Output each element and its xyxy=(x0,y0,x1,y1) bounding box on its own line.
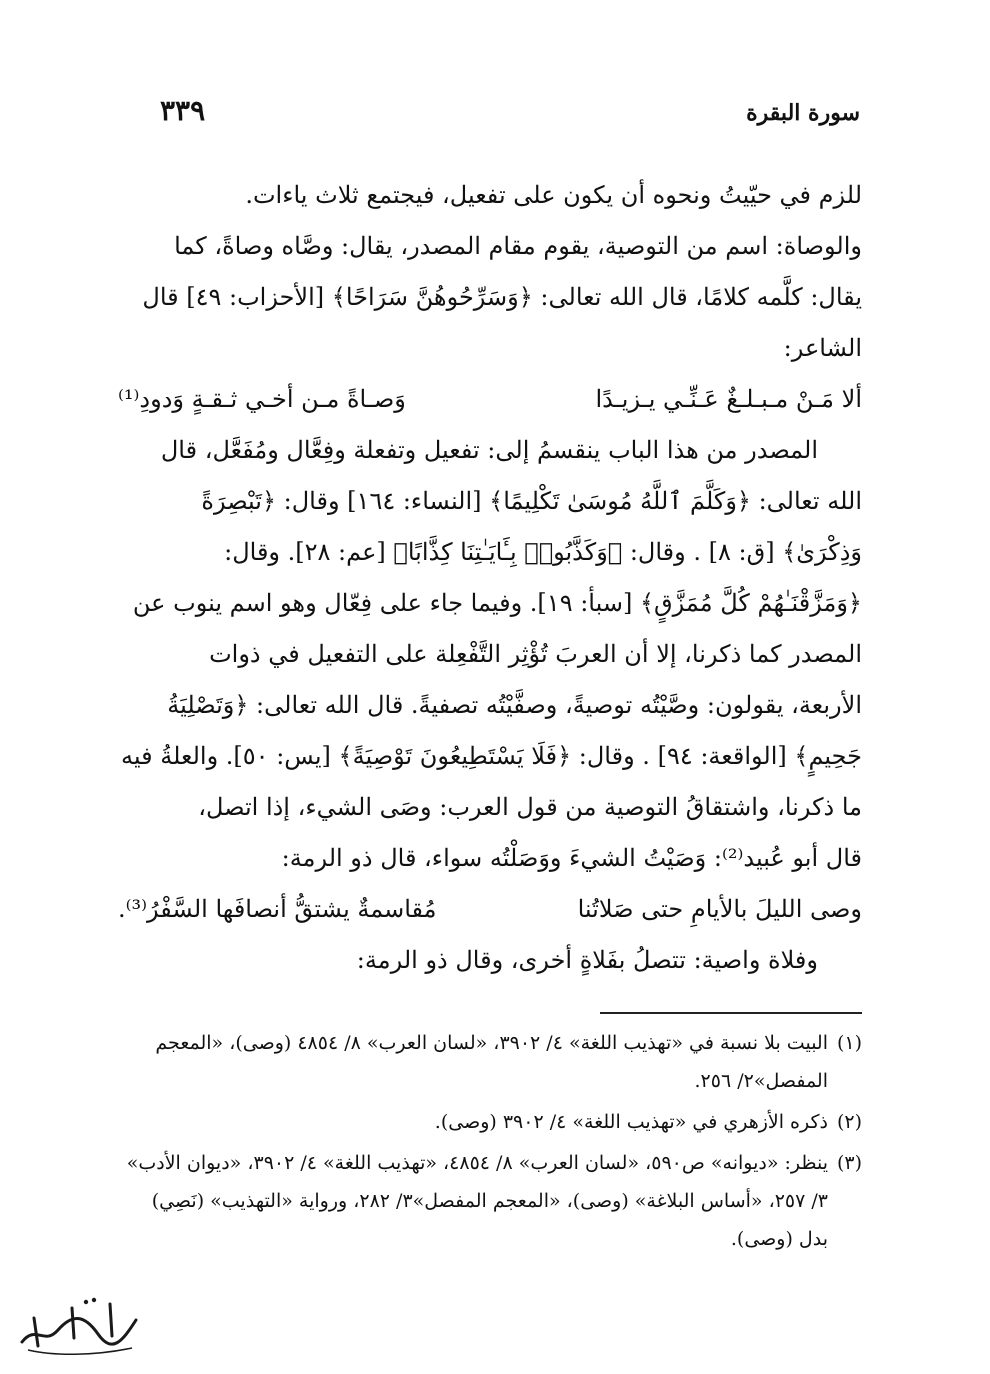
verse-second-hemistich: مُقاسمةٌ يشتقُّ أنصافَها السَّفْرُ⁽³⁾. xyxy=(118,895,437,923)
footnote xyxy=(118,1024,862,1100)
poetry-verse xyxy=(118,374,862,425)
verse-first-hemistich: ألا مَـنْ مـبـلـغٌ عَـنِّـي يـزيـدًا xyxy=(595,385,862,413)
text-line: المصدر من هذا الباب ينقسمُ إلى: تفعيل وتفعلة وفِعَّال ومُفَعَّل، قال xyxy=(160,436,818,464)
footnote-text: ينظر: «ديوانه» ص٥٩٠، «لسان العرب» ٨/ ٤٨٥٤، «تهذيب اللغة» ٤/ ٣٩٠٢، «ديوان الأدب» ٣/ ٢٥٧، «أساس البلاغة» (وصى)، «المعجم المفصل»٣/ ٢٨٢، ورواية «التهذيب» (نَصِي) بدل (وصى). xyxy=(126,1152,828,1250)
verse-second-hemistich: وَصـاةً مـن أخـي ثـقـةٍ وَدودِ⁽¹⁾ xyxy=(118,385,406,413)
text-line: جَحِيمٍ﴾ [الواقعة: ٩٤] . وقال: ﴿فَلَا يَسْتَطِيعُونَ تَوْصِيَةً﴾ [يس: ٥٠]. والعلةُ فيه xyxy=(120,742,862,770)
main-text xyxy=(118,170,862,986)
text-line: وفلاة واصية: تتصلُ بفَلاةٍ أخرى، وقال ذو الرمة: xyxy=(356,946,818,974)
footnote xyxy=(118,1103,862,1141)
poetry-verse xyxy=(118,884,862,935)
text-line: يقال: كلَّمه كلامًا، قال الله تعالى: ﴿وَسَرِّحُوهُنَّ سَرَاحًا﴾ [الأحزاب: ٤٩] قال xyxy=(142,283,862,311)
text-line: ﴿وَمَزَّقْنَـٰهُمْ كُلَّ مُمَزَّقٍ﴾ [سبأ: ١٩]. وفيما جاء على فِعّال وهو اسم ينوب عن xyxy=(132,589,862,617)
footnote-number: (١) xyxy=(836,1032,862,1054)
page-header xyxy=(160,94,860,138)
footnote-number: (٢) xyxy=(836,1111,862,1133)
footnote-text: البيت بلا نسبة في «تهذيب اللغة» ٤/ ٣٩٠٢، «لسان العرب» ٨/ ٤٨٥٤ (وصى)، «المعجم المفصل»٢/ ٢٥٦. xyxy=(155,1032,828,1092)
text-line: الأربعة، يقولون: وصَّيْتُه توصيةً، وصفَّيْتُه تصفيةً. قال الله تعالى: ﴿وَتَصْلِيَةُ xyxy=(167,691,862,719)
publisher-logo xyxy=(14,1284,144,1364)
text-line: والوصاة: اسم من التوصية، يقوم مقام المصدر، يقال: وصَّاه وصاةً، كما xyxy=(174,232,862,260)
surah-title: سورة البقرة xyxy=(746,100,860,126)
text-line: الله تعالى: ﴿وَكَلَّمَ ٱللَّهُ مُوسَىٰ تَكْلِيمًا﴾ [النساء: ١٦٤] وقال: ﴿تَبْصِرَةً xyxy=(201,487,862,515)
text-line: وَذِكْرَىٰ﴾ [ق: ٨] . وقال: ﴿وَكَذَّبُوا۟ بِـَٔايَـٰتِنَا كِذَّابًا﴾ [عم: ٢٨]. وقال: xyxy=(224,538,862,566)
page-number: ٣٣٩ xyxy=(160,94,206,127)
footnote-divider xyxy=(600,1012,862,1014)
text-line: المصدر كما ذكرنا، إلا أن العربَ تُؤْثِر التَّفْعِلة على التفعيل في ذوات xyxy=(209,640,862,668)
text-line: قال أبو عُبيد⁽²⁾: وَصَيْتُ الشيءَ ووَصَلْتُه سواء، قال ذو الرمة: xyxy=(281,844,862,872)
verse-first-hemistich: وصى الليلَ بالأيامِ حتى صَلاتُنا xyxy=(577,895,862,923)
text-line: للزم في حيّيتُ ونحوه أن يكون على تفعيل، فيجتمع ثلاث ياءات. xyxy=(245,181,862,209)
footnote xyxy=(118,1144,862,1258)
text-line: الشاعر: xyxy=(783,334,862,362)
footnote-number: (٣) xyxy=(836,1152,862,1174)
footnotes xyxy=(118,1024,862,1261)
text-line: ما ذكرنا، واشتقاقُ التوصية من قول العرب: وصَى الشيء، إذا اتصل، xyxy=(198,793,862,821)
footnote-text: ذكره الأزهري في «تهذيب اللغة» ٤/ ٣٩٠٢ (وصى). xyxy=(434,1111,828,1133)
